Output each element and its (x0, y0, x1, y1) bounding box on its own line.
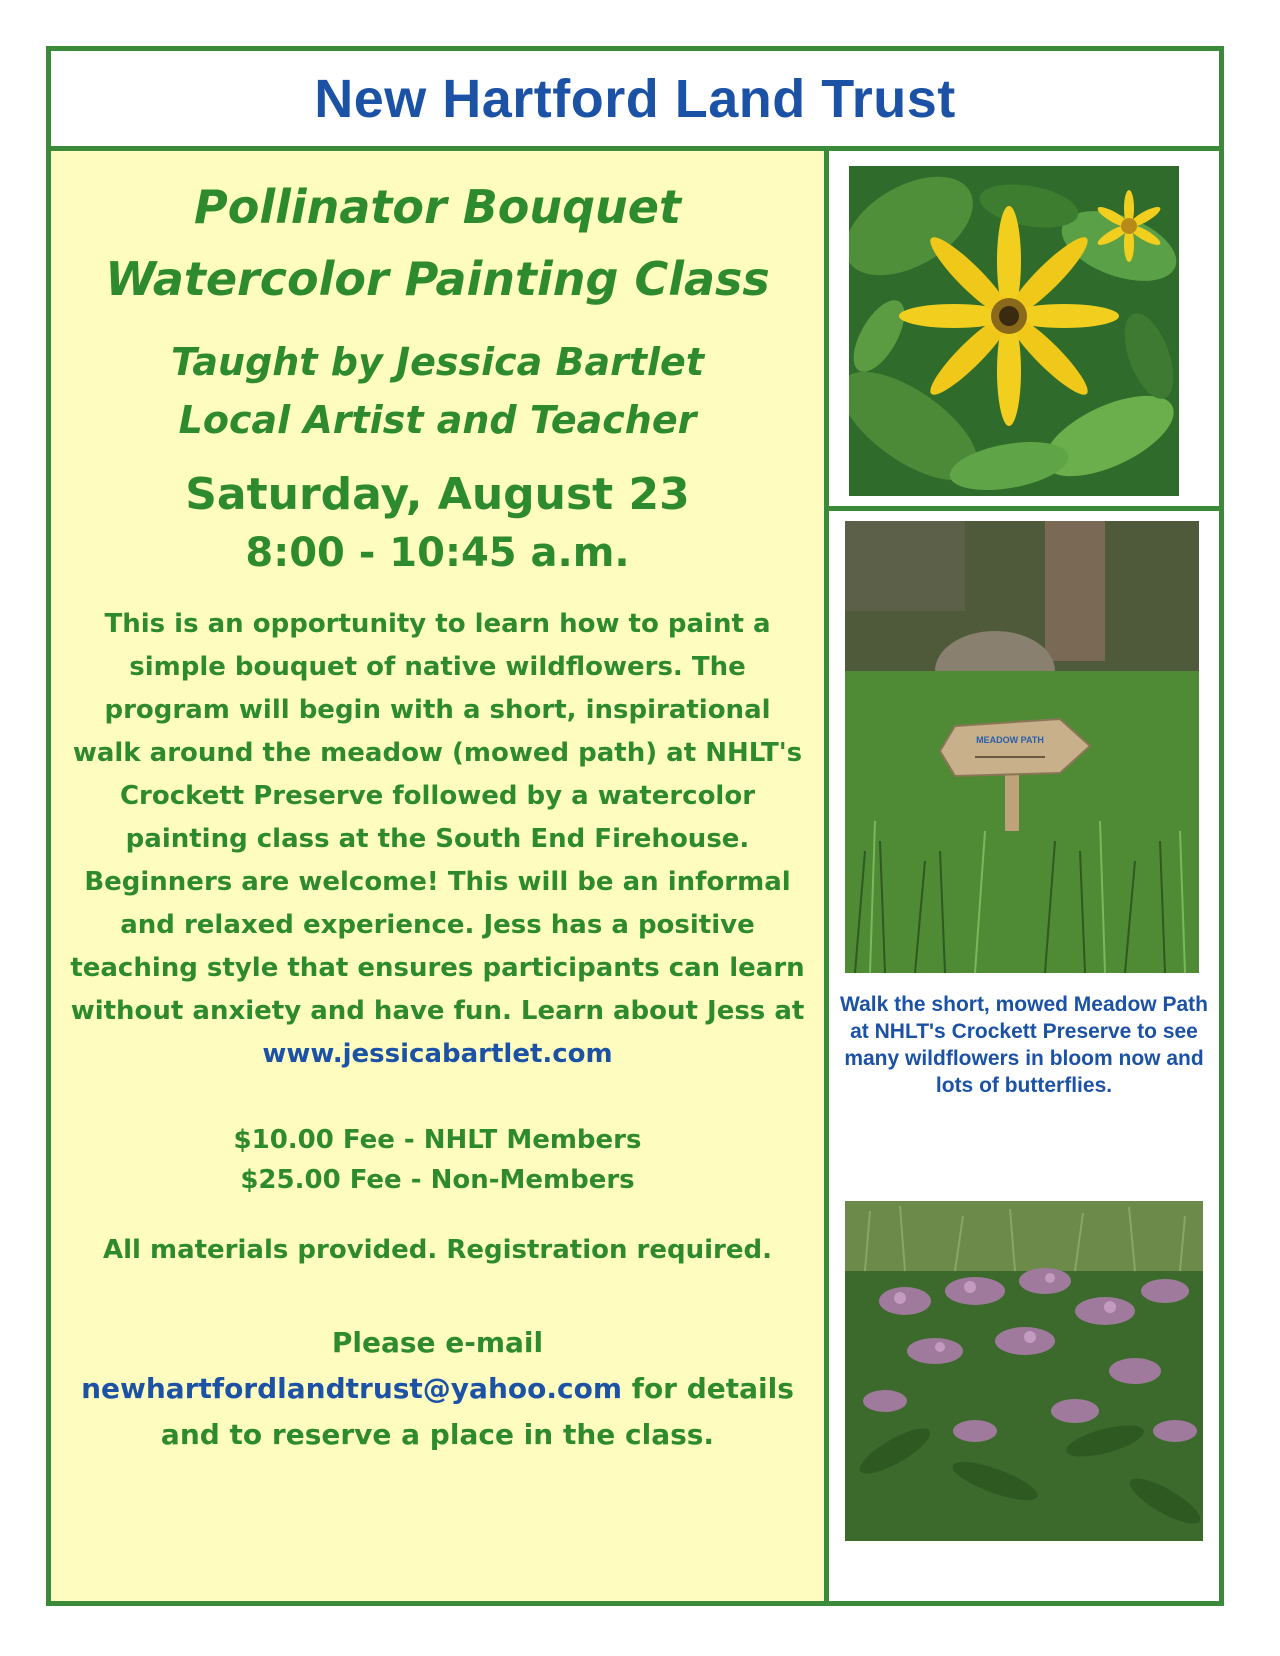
photo-cell-joe-pye-weed (829, 1201, 1219, 1551)
photo-cell-yellow-flower (829, 151, 1219, 511)
flower-petals (899, 206, 1119, 426)
meadow-path-sign-photo (845, 521, 1199, 973)
member-fee: $10.00 Fee - NHLT Members (233, 1125, 642, 1155)
contact-line-2 (51, 1366, 824, 1412)
teacher-role-line: Local Artist and Teacher (178, 398, 697, 442)
meadow-path-caption: Walk the short, mowed Meadow Path at NHLT's Crockett Preserve to see many wildflowers in bloom now and lots of butterflies. (840, 993, 1208, 1097)
sign-label: MEADOW PATH (976, 735, 1044, 745)
materials-note: All materials provided. Registration required. (102, 1235, 772, 1265)
description-text: This is an opportunity to learn how to paint a simple bouquet of native wildflowers. The program will begin with a short, inspirational walk around the meadow (mowed path) at NHLT's Crockett Preserve followed by a watercolor painting class at the South End Firehouse. Beginners are welcome! This will be an informal and relaxed experience. Jess has a positive teaching style that ensures participants can learn without anxiety and have fun. Learn about Jess at (70, 609, 805, 1026)
event-title-line-1: Pollinator Bouquet (194, 180, 681, 234)
organization-title: New Hartford Land Trust (314, 68, 956, 129)
purple-wildflowers-photo (845, 1201, 1203, 1541)
email-link[interactable]: newhartfordlandtrust@yahoo.com (81, 1372, 623, 1405)
header-bar (51, 51, 1219, 151)
flyer-frame (46, 46, 1224, 1606)
event-title-line-2: Watercolor Painting Class (105, 252, 770, 306)
contact-suffix: for details (631, 1372, 794, 1405)
contact-line-3: and to reserve a place in the class. (160, 1418, 715, 1451)
photo-cell-meadow-path (829, 521, 1219, 1097)
event-date: Saturday, August 23 (185, 469, 690, 520)
event-time: 8:00 - 10:45 a.m. (245, 530, 630, 576)
photo-column (829, 151, 1219, 1601)
non-member-fee: $25.00 Fee - Non-Members (240, 1165, 635, 1195)
teacher-line: Taught by Jessica Bartlet (170, 340, 704, 384)
website-link[interactable]: www.jessicabartlet.com (262, 1039, 613, 1069)
contact-line-1: Please e-mail (331, 1326, 544, 1359)
event-description (68, 603, 808, 1076)
yellow-wildflower-photo (849, 166, 1179, 496)
event-info-panel (51, 151, 829, 1601)
